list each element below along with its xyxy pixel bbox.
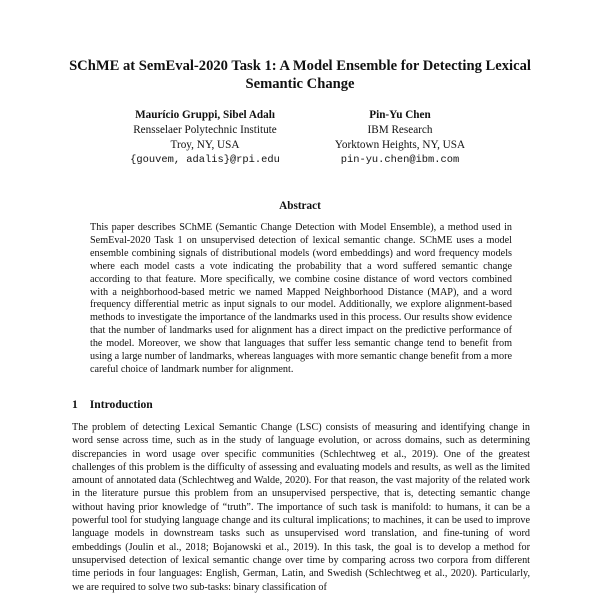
section-body-text: The problem of detecting Lexical Semantic Change (LSC) consists of measuring and identifying change in word sense across time, such as in the study of language evolution, or across domains, such as determining discrepancies in word usage over specific communities (Schlechtweg et al., 2019). One of the greatest challenges of this problem is the difficulty of assessing and evaluating models and results, as well as the limited amount of annotated data (Schlechtweg and Walde, 2020). For that reason, the vast majority of the related work in the literature pursue this problem from an unsupervised perspective, that is, detecting semantic change without having prior knowledge of “truth”. The importance of such task is manifold: to humans, it can be a powerful tool for studying language change and its cultural implications; to machines, it can be used to improve language models in downstream tasks such as unsupervised word translation, and fine-tuning of word embeddings (Joulin et al., 2018; Bojanowski et al., 2019). In this task, the goal is to develop a method for unsupervised detection of lexical semantic change over time by comparing across two corpora from different time periods in four languages: English, German, Latin, and Swedish (Schlechtweg et al., 2020). Particularly, we are required to solve two sub-tasks: binary classification of — [72, 422, 530, 593]
author-email: pin-yu.chen@ibm.com — [340, 154, 460, 166]
section-heading — [72, 398, 153, 411]
author-affiliation: IBM Research — [367, 124, 433, 136]
author-affiliation: Rensselaer Polytechnic Institute — [133, 124, 277, 136]
paper-title: SChME at SemEval-2020 Task 1: A Model Ensemble for Detecting Lexical Semantic Change — [69, 58, 531, 92]
author-names: Pin-Yu Chen — [369, 109, 431, 121]
section-number: 1 — [72, 398, 78, 411]
author-email: {gouvem, adalis}@rpi.edu — [130, 154, 280, 166]
author-location: Yorktown Heights, NY, USA — [334, 139, 466, 151]
abstract-heading: Abstract — [279, 200, 321, 212]
section-title: Introduction — [89, 398, 153, 411]
author-location: Troy, NY, USA — [170, 139, 240, 151]
author-names: Maurício Gruppi, Sibel Adalı — [135, 109, 275, 121]
author-block-2 — [300, 108, 500, 168]
abstract-text: This paper describes SChME (Semantic Change Detection with Model Ensemble), a method used in SemEval-2020 Task 1 on unsupervised detection of lexical semantic change. SChME uses a model ensemble combining signals of distributional models (word embeddings) and word frequency models where each model casts a vote indicating the probability that a word suffered semantic change according to that feature. More specifically, we combine cosine distance of word vectors combined with a neighborhood-based metric we named Mapped Neighborhood Distance (MAP), and a word frequency differential metric as input signals to our model. Additionally, we explore alignment-based methods to investigate the importance of the landmarks used in this process. Our results show evidence that the number of landmarks used for alignment has a direct impact on the predictive performance of the model. Moreover, we show that languages that suffer less semantic change tend to benefit from using a large number of landmarks, whereas languages with more semantic change benefit from a more careful choice of landmark number for alignment. — [90, 222, 512, 375]
author-block-1 — [95, 108, 315, 168]
